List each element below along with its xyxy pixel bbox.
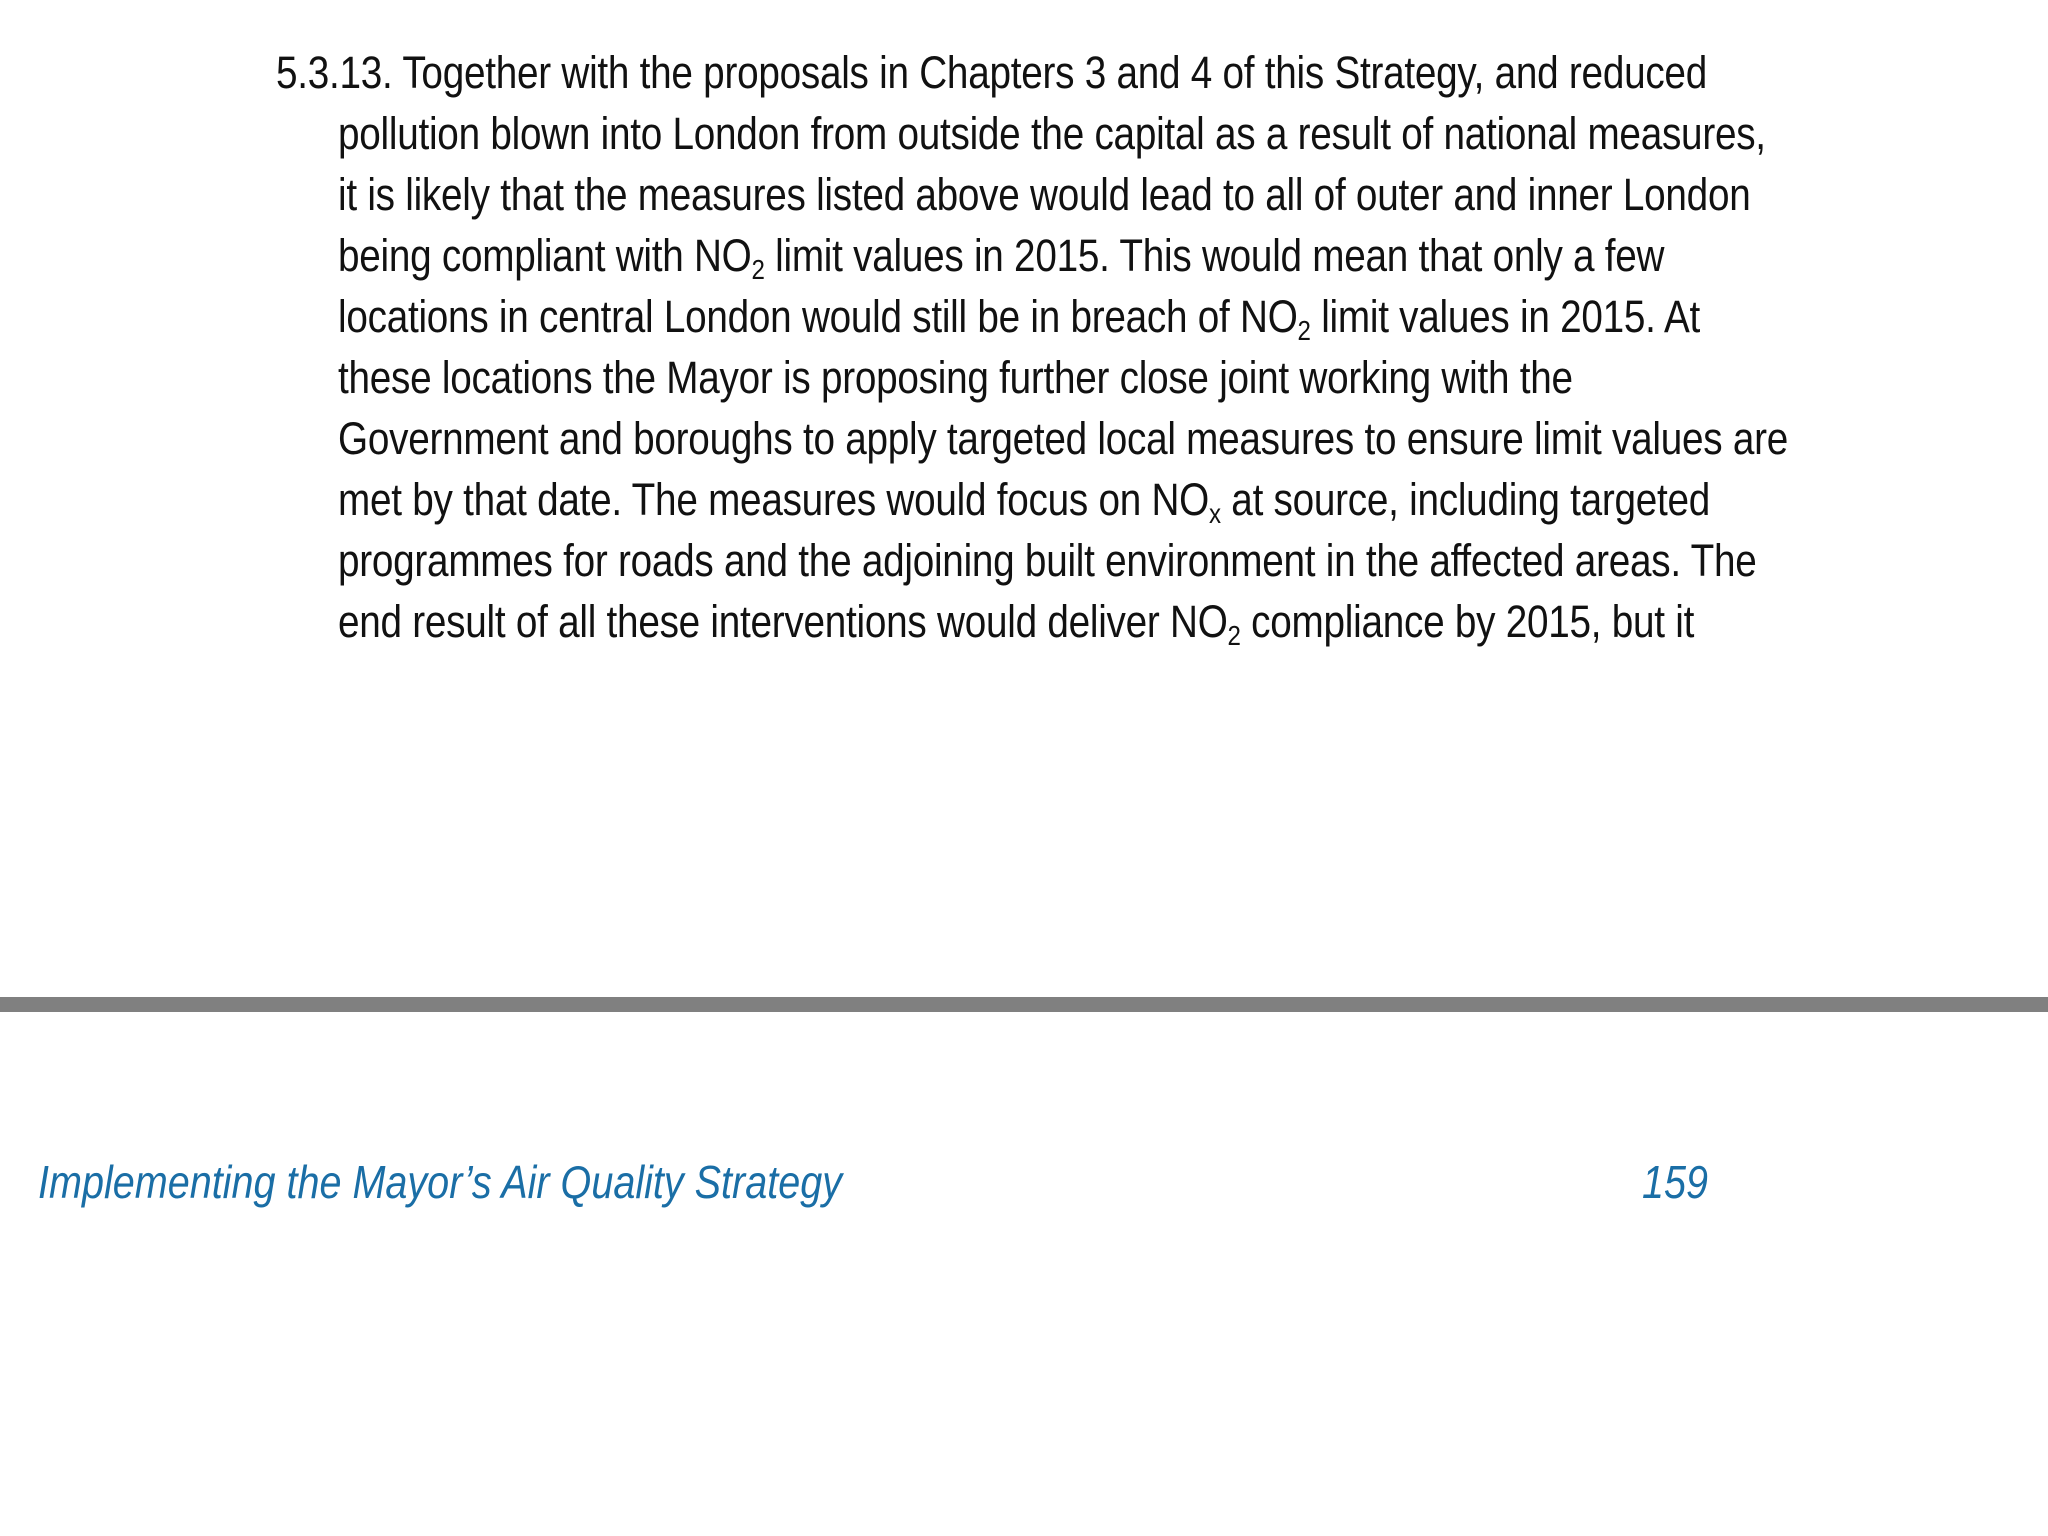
page-divider	[0, 997, 2048, 1012]
line-text: end result of all these interventions would deliver NO	[338, 596, 1228, 647]
line-text: limit values in 2015. At	[1310, 291, 1701, 342]
paragraph-line	[338, 286, 1781, 347]
line-text: compliance by 2015, but it	[1240, 596, 1695, 647]
line-text: these locations the Mayor is proposing further close joint working with the	[338, 352, 1573, 403]
line-text: limit values in 2015. This would mean that only a few	[764, 230, 1665, 281]
subscript: x	[1209, 498, 1221, 529]
line-text: it is likely that the measures listed above would lead to all of outer and inner London	[338, 169, 1751, 220]
subscript: 2	[1297, 315, 1311, 346]
paragraph-line	[276, 42, 1772, 103]
paragraph-line	[338, 347, 1781, 408]
paragraph-line	[338, 469, 1781, 530]
line-text: locations in central London would still be in breach of NO	[338, 291, 1298, 342]
paragraph-line	[338, 408, 1789, 469]
paragraph-line	[338, 591, 1781, 652]
line-text: being compliant with NO	[338, 230, 752, 281]
page-number: 159	[1642, 1156, 1709, 1208]
footer-title: Implementing the Mayor’s Air Quality Strategy	[38, 1156, 842, 1208]
line-text: at source, including targeted	[1220, 474, 1711, 525]
paragraph-line	[338, 530, 1781, 591]
line-text: programmes for roads and the adjoining built environment in the affected areas. The	[338, 535, 1757, 586]
paragraph-5-3-13	[276, 42, 2016, 652]
line-text: Government and boroughs to apply targeted local measures to ensure limit values are	[338, 413, 1789, 464]
line-text: 5.3.13. Together with the proposals in Chapters 3 and 4 of this Strategy, and reduced	[276, 47, 1707, 98]
paragraph-line	[338, 164, 1781, 225]
line-text: met by that date. The measures would focus on NO	[338, 474, 1210, 525]
paragraph-line	[338, 225, 1781, 286]
paragraph-line	[338, 103, 1781, 164]
line-text: pollution blown into London from outside the capital as a result of national measures,	[338, 108, 1766, 159]
subscript: 2	[1227, 620, 1241, 651]
subscript: 2	[751, 254, 765, 285]
